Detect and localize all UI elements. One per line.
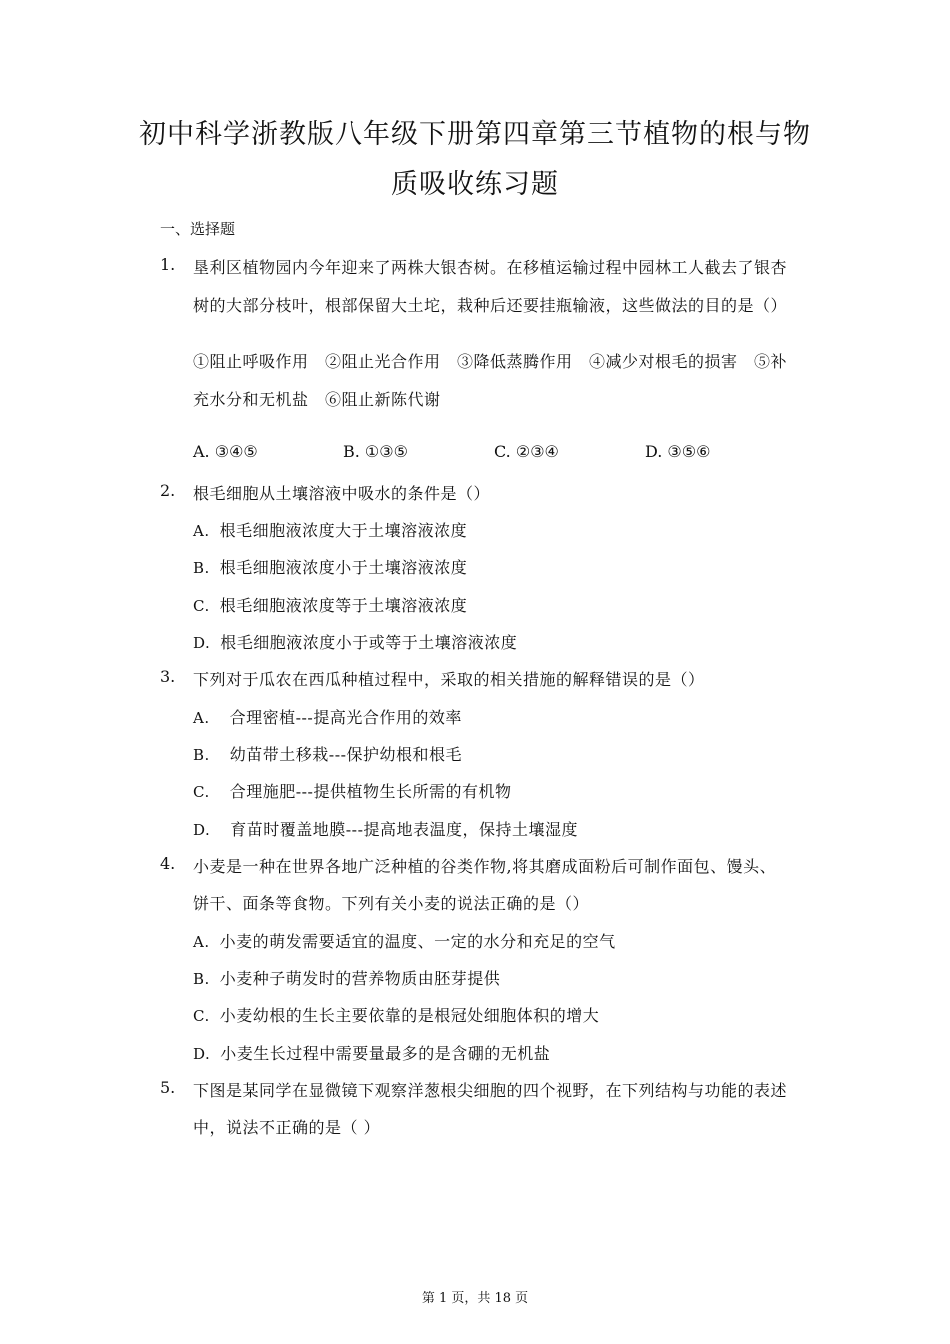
option-d[interactable] [193,630,517,653]
option-text: 根毛细胞液浓度大于土壤溶液浓度 [219,521,468,540]
question-number: 2. [160,481,176,500]
question-number: 3. [160,667,176,686]
question-stem: 根毛细胞从土壤溶液中吸水的条件是（） [193,484,491,503]
option-c[interactable] [193,593,467,616]
document-title-line-1: 初中科学浙教版八年级下册第四章第三节植物的根与物 [139,119,811,150]
option-b[interactable] [193,742,462,765]
question-stem-line-2: 饼干、面条等食物。下列有关小麦的说法正确的是（） [193,894,590,913]
option-c[interactable] [193,1003,599,1026]
option-text: 小麦的萌发需要适宜的温度、一定的水分和充足的空气 [219,932,616,951]
option-label: A. [193,709,210,727]
question-stem-line-1: 小麦是一种在世界各地广泛种植的谷类作物,将其磨成面粉后可制作面包、馒头、 [193,857,777,876]
option-a[interactable] [193,929,616,952]
option-text: 根毛细胞液浓度等于土壤溶液浓度 [219,596,468,615]
question-stem-line-1: 垦利区植物园内今年迎来了两株大银杏树。在移植运输过程中园林工人截去了银杏 [193,258,788,277]
option-text: 根毛细胞液浓度小于土壤溶液浓度 [219,558,468,577]
option-label: B. [193,559,210,577]
option-text: 合理密植---提高光合作用的效率 [229,708,462,727]
question-number: 5. [160,1078,176,1097]
option-label: B. [193,746,210,764]
option-label: D. [193,1045,211,1063]
option-text: 小麦幼根的生长主要依靠的是根冠处细胞体积的增大 [219,1006,600,1025]
option-a[interactable] [193,705,462,728]
question-stem: 下列对于瓜农在西瓜种植过程中，采取的相关措施的解释错误的是（） [193,670,705,689]
option-a[interactable] [193,518,467,541]
option-d[interactable] [193,817,578,840]
option-text: 小麦种子萌发时的营养物质由胚芽提供 [219,969,501,988]
option-a[interactable]: A. ③④⑤ [193,442,258,461]
statement-list-line-1: ①阻止呼吸作用 ②阻止光合作用 ③降低蒸腾作用 ④减少对根毛的损害 ⑤补 [193,352,788,371]
option-label: C. [193,783,210,801]
option-label: B. [193,970,210,988]
option-text: 合理施肥---提供植物生长所需的有机物 [229,782,512,801]
document-title-line-2: 质吸收练习题 [391,169,559,200]
question-stem-line-2: 中，说法不正确的是（ ） [193,1118,381,1137]
option-b[interactable]: B. ①③⑤ [343,442,408,461]
option-text: 育苗时覆盖地膜---提高地表温度，保持土壤湿度 [230,820,578,839]
option-label: A. [193,522,210,540]
question-stem-line-2: 树的大部分枝叶，根部保留大土坨，栽种后还要挂瓶输液，这些做法的目的是（） [193,296,788,315]
question-stem-line-1: 下图是某同学在显微镜下观察洋葱根尖细胞的四个视野，在下列结构与功能的表述 [193,1081,788,1100]
statement-list-line-2: 充水分和无机盐 ⑥阻止新陈代谢 [193,390,441,409]
option-label: A. [193,933,210,951]
section-heading: 一、选择题 [160,220,236,238]
option-text: 小麦生长过程中需要量最多的是含硼的无机盐 [220,1044,551,1063]
option-label: D. [193,634,211,652]
option-d[interactable] [193,1041,550,1064]
option-b[interactable] [193,966,500,989]
option-d[interactable]: D. ③⑤⑥ [645,442,711,461]
option-c[interactable] [193,779,511,802]
option-c[interactable]: C. ②③④ [494,442,559,461]
option-text: 幼苗带土移栽---保护幼根和根毛 [229,745,463,764]
option-text: 根毛细胞液浓度小于或等于土壤溶液浓度 [220,633,518,652]
option-b[interactable] [193,555,467,578]
page-footer: 第 1 页，共 18 页 [421,1291,529,1306]
question-number: 4. [160,854,176,873]
option-label: C. [193,597,210,615]
option-label: D. [193,821,211,839]
option-label: C. [193,1007,210,1025]
question-number: 1. [160,255,176,274]
